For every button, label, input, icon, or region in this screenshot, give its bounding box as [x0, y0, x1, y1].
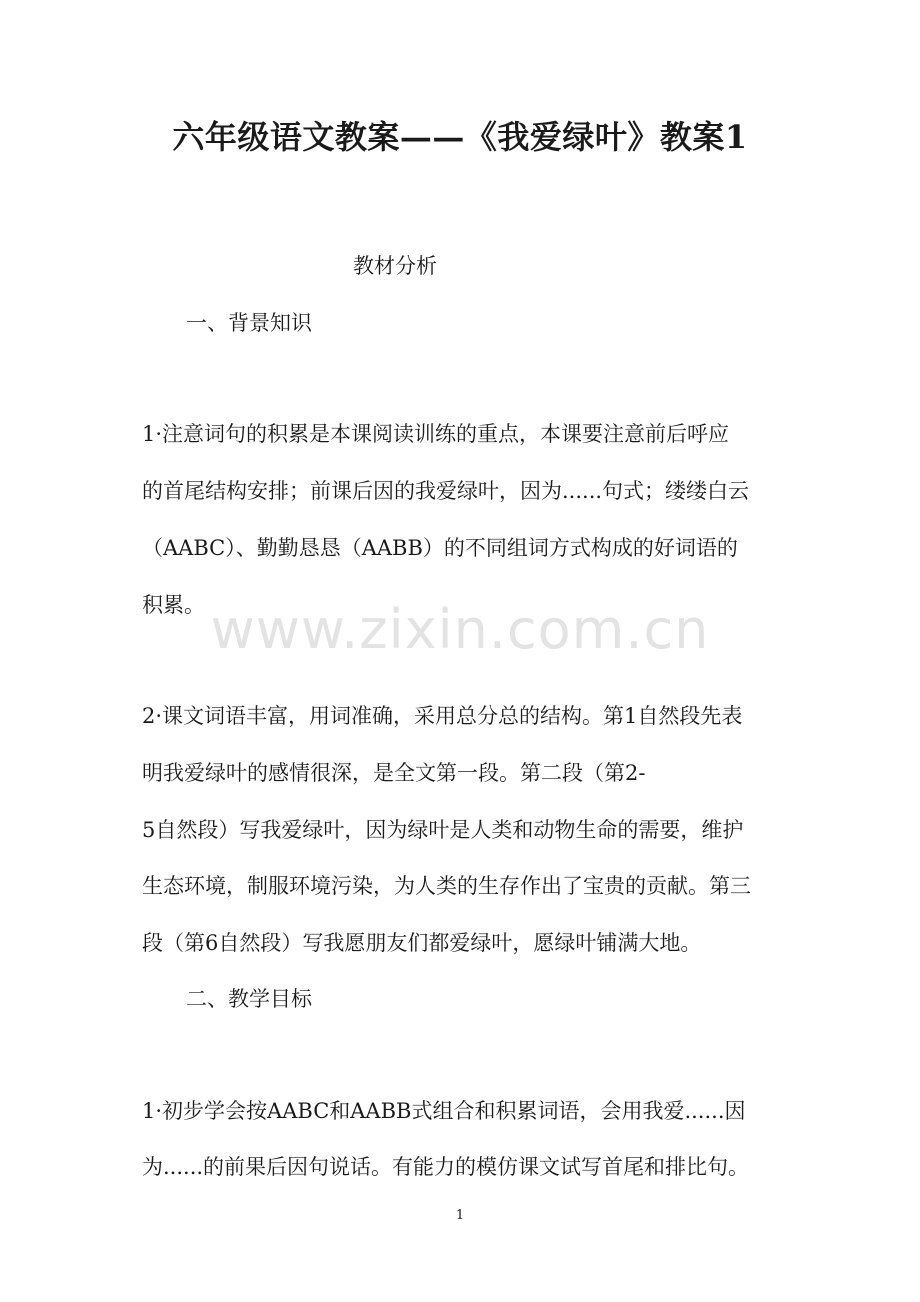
paragraph-line: 生态环境，制服环境污染，为人类的生存作出了宝贵的贡献。第三 — [142, 874, 751, 898]
document-title: 六年级语文教案——《我爱绿叶》教案1 — [172, 118, 748, 156]
paragraph-line: 1·注意词句的积累是本课阅读训练的重点，本课要注意前后呼应 — [142, 422, 730, 446]
subtitle-textbook-analysis: 教材分析 — [353, 254, 437, 278]
paragraph-line: 为......的前果后因句说话。有能力的模仿课文试写首尾和排比句。 — [142, 1155, 750, 1179]
page-number: 1 — [455, 1208, 465, 1223]
paragraph-line: 2·课文词语丰富，用词准确，采用总分总的结构。第1自然段先表 — [142, 704, 743, 728]
paragraph-line: （AABC）、勤勤恳恳（AABB）的不同组词方式构成的好词语的 — [142, 536, 738, 560]
paragraph-line: 积累。 — [142, 593, 205, 617]
paragraph-line: 1·初步学会按AABC和AABB式组合和积累词语，会用我爱......因 — [142, 1099, 746, 1123]
watermark: www.zixin.com.cn — [210, 598, 710, 661]
paragraph-line: 段（第6自然段）写我愿朋友们都爱绿叶，愿绿叶铺满大地。 — [142, 931, 702, 955]
section-heading-teaching-goals: 二、教学目标 — [186, 987, 312, 1011]
section-heading-background: 一、背景知识 — [186, 311, 312, 335]
paragraph-line: 5自然段）写我爱绿叶，因为绿叶是人类和动物生命的需要，维护 — [142, 818, 744, 842]
paragraph-line: 的首尾结构安排；前课后因的我爱绿叶，因为......句式；缕缕白云 — [142, 479, 750, 503]
paragraph-line: 明我爱绿叶的感情很深，是全文第一段。第二段（第2- — [142, 761, 646, 785]
